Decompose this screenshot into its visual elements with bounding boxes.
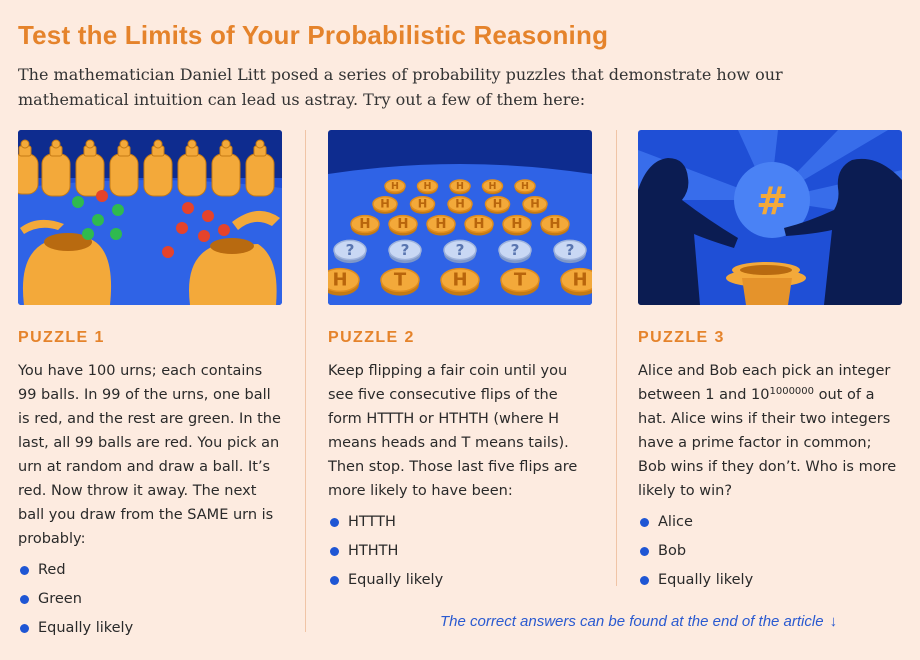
coin-letter: H: [572, 269, 588, 291]
mystery-coin: [389, 240, 421, 263]
coin: [441, 269, 479, 296]
puzzle-3-label: PUZZLE 3: [638, 329, 725, 346]
answer-option: [328, 566, 592, 595]
bullet-icon: [640, 547, 649, 556]
answer-option: [18, 585, 282, 614]
bullet-icon: [20, 595, 29, 604]
coin-letter: T: [513, 269, 527, 291]
answer-option: [18, 614, 282, 643]
coin-letter: H: [417, 196, 428, 211]
coin-letter: H: [391, 181, 399, 192]
coin: [465, 216, 493, 236]
bullet-icon: [330, 547, 339, 556]
coin: [541, 216, 569, 236]
answer-option: [638, 566, 902, 595]
coin: [523, 197, 547, 214]
coin-letter: H: [332, 269, 348, 291]
coin: [501, 269, 539, 296]
puzzle-1-options: [18, 556, 282, 643]
puzzle-2-column: [328, 130, 592, 595]
coin-letter: H: [423, 181, 432, 192]
coin-letter: H: [435, 217, 447, 233]
coin: [427, 216, 455, 236]
answers-note-text: The correct answers can be found at the end of the article: [440, 613, 824, 630]
column-divider: [616, 130, 617, 586]
bullet-icon: [640, 518, 649, 527]
page-title: Test the Limits of Your Probabilistic Reasoning: [18, 20, 609, 50]
hat-symbol: #: [756, 179, 788, 223]
coin: [483, 180, 503, 194]
answer-option: [638, 537, 902, 566]
option-label: Red: [38, 562, 66, 578]
answer-option: [328, 508, 592, 537]
puzzle-3-text: Alice and Bob each pick an integer between 1 and $10^{1000000}$ out of a hat. Alice wins if their two integers have a prime factor in common; Bob wins if they don’t. Who is more likely to win?: [638, 363, 897, 499]
coin: [450, 180, 470, 194]
coin: [561, 269, 592, 296]
coin-letter: H: [530, 196, 540, 211]
coin: [373, 197, 397, 214]
coin-letter: H: [488, 181, 497, 192]
coin-letter: ?: [510, 240, 520, 259]
coin-letter: ?: [565, 240, 575, 259]
hat-illustration: [638, 130, 902, 305]
option-label: Alice: [658, 514, 693, 530]
puzzle-1-label: PUZZLE 1: [18, 329, 105, 346]
coin-letter: H: [455, 196, 465, 211]
coin: [515, 180, 535, 194]
coin: [411, 197, 435, 214]
coin-letter: H: [492, 196, 503, 211]
answer-option: [18, 556, 282, 585]
coin: [486, 197, 510, 214]
coin: [448, 197, 472, 214]
answers-note[interactable]: [440, 613, 837, 630]
urns-illustration: [18, 130, 282, 305]
option-label: Bob: [658, 543, 687, 559]
exponent: 1000000: [769, 386, 815, 397]
answer-option: [328, 537, 592, 566]
coin-letter: H: [549, 217, 561, 233]
puzzle-2-options: [328, 508, 592, 595]
coin-letter: T: [393, 269, 407, 291]
mystery-coin: [334, 240, 366, 263]
coin: [381, 269, 419, 296]
puzzle-1-column: [18, 130, 282, 643]
bullet-icon: [330, 518, 339, 527]
puzzle-2-label: PUZZLE 2: [328, 329, 415, 346]
puzzle-3-column: [638, 130, 902, 595]
mystery-coin: [444, 240, 476, 263]
coin: [503, 216, 531, 236]
option-label: Equally likely: [348, 572, 444, 588]
coin: [385, 180, 405, 194]
option-label: Equally likely: [38, 620, 134, 636]
coin: [328, 269, 359, 296]
coin-letter: H: [456, 181, 464, 192]
bullet-icon: [330, 576, 339, 585]
coin: [418, 180, 438, 194]
intro-paragraph: The mathematician Daniel Litt posed a series of probability puzzles that demonstrate how our mathematical intuition can lead us astray. Try out a few of them here:: [18, 65, 783, 109]
answer-option: [638, 508, 902, 537]
coin-letter: H: [452, 269, 468, 291]
coin-letter: ?: [345, 240, 355, 259]
coin-letter: H: [511, 217, 523, 233]
coin-letter: H: [521, 181, 529, 192]
option-label: Green: [38, 591, 82, 607]
puzzle-2-text: Keep flipping a fair coin until you see five consecutive flips of the form HTTTH or HTHTH (where H means heads and T means tails). Then stop. Those last five flips are more likely to have been:: [328, 363, 578, 499]
bullet-icon: [20, 566, 29, 575]
column-divider: [305, 130, 306, 632]
coin-letter: H: [473, 217, 485, 233]
coin-letter: H: [359, 217, 371, 233]
arrow-down-icon: ↓: [829, 613, 838, 630]
mystery-coin: [554, 240, 586, 263]
option-label: Equally likely: [658, 572, 754, 588]
puzzle-3-options: [638, 508, 902, 595]
option-label: HTHTH: [348, 543, 399, 559]
coins-illustration: [328, 130, 592, 305]
coin-letter: H: [380, 196, 390, 211]
option-label: HTTTH: [348, 514, 396, 530]
bullet-icon: [640, 576, 649, 585]
bullet-icon: [20, 624, 29, 633]
coin: [389, 216, 417, 236]
coin-letter: H: [397, 217, 409, 233]
coin-letter: ?: [455, 240, 465, 259]
mystery-coin: [499, 240, 531, 263]
puzzle-1-text: You have 100 urns; each contains 99 balls. In 99 of the urns, one ball is red, and the rest are green. In the last, all 99 balls are red. You pick an urn at random and draw a ball. It’s red. Now throw it away. The next ball you draw from the SAME urn is probably:: [18, 363, 281, 547]
coin-letter: ?: [400, 240, 410, 259]
coin: [351, 216, 379, 236]
